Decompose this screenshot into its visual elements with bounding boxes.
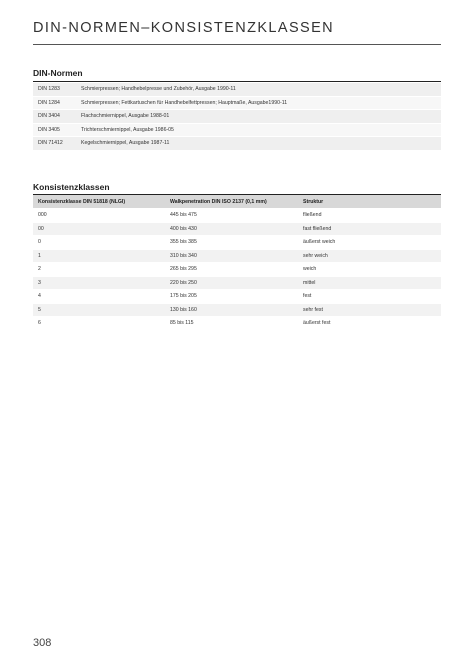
cell-walkpenetration: 85 bis 115: [165, 317, 298, 331]
table-row: [33, 276, 441, 290]
title-divider: [33, 44, 441, 45]
column-header-konsistenzklasse: Konsistenzklasse DIN 51818 (NLGI): [33, 195, 165, 209]
cell-klasse: 4: [33, 290, 165, 304]
column-header-struktur: Struktur: [298, 195, 441, 209]
cell-struktur: fast fließend: [298, 222, 441, 236]
table-row: [33, 209, 441, 223]
din-description: Schmierpressen; Handhebelpresse und Zubehör, Ausgabe 1990-11: [76, 83, 441, 96]
table-row: [33, 236, 441, 250]
table-row: [33, 110, 441, 124]
konsistenz-section-heading: Konsistenzklassen: [33, 182, 110, 192]
cell-struktur: sehr fest: [298, 303, 441, 317]
table-row: [33, 249, 441, 263]
din-section-heading: DIN-Normen: [33, 68, 83, 78]
table-row: [33, 123, 441, 137]
cell-klasse: 000: [33, 209, 165, 223]
table-row: [33, 83, 441, 96]
cell-walkpenetration: 400 bis 430: [165, 222, 298, 236]
din-code: DIN 71412: [33, 137, 76, 151]
cell-klasse: 5: [33, 303, 165, 317]
din-code: DIN 1283: [33, 83, 76, 96]
cell-klasse: 1: [33, 249, 165, 263]
table-row: [33, 222, 441, 236]
table-row: [33, 263, 441, 277]
din-section-rule: [33, 81, 441, 82]
table-row: [33, 303, 441, 317]
din-code: DIN 3404: [33, 110, 76, 124]
cell-struktur: fließend: [298, 209, 441, 223]
cell-klasse: 3: [33, 276, 165, 290]
table-header-row: [33, 195, 441, 209]
din-description: Flachschmiernippel, Ausgabe 1988-01: [76, 110, 441, 124]
cell-klasse: 2: [33, 263, 165, 277]
cell-klasse: 00: [33, 222, 165, 236]
cell-walkpenetration: 310 bis 340: [165, 249, 298, 263]
cell-struktur: äußerst weich: [298, 236, 441, 250]
cell-walkpenetration: 220 bis 250: [165, 276, 298, 290]
din-code: DIN 3405: [33, 123, 76, 137]
column-header-walkpenetration: Walkpenetration DIN ISO 2137 (0,1 mm): [165, 195, 298, 209]
table-row: [33, 290, 441, 304]
konsistenz-table: [33, 195, 441, 331]
cell-struktur: sehr weich: [298, 249, 441, 263]
cell-walkpenetration: 175 bis 205: [165, 290, 298, 304]
din-code: DIN 1284: [33, 96, 76, 110]
cell-walkpenetration: 265 bis 295: [165, 263, 298, 277]
cell-walkpenetration: 445 bis 475: [165, 209, 298, 223]
din-description: Trichterschmiernippel, Ausgabe 1986-05: [76, 123, 441, 137]
page-title: DIN-NORMEN–KONSISTENZKLASSEN: [33, 20, 335, 36]
cell-struktur: äußerst fest: [298, 317, 441, 331]
cell-struktur: fest: [298, 290, 441, 304]
page-number: 308: [33, 637, 52, 649]
table-row: [33, 96, 441, 110]
table-row: [33, 317, 441, 331]
din-description: Schmierpressen; Fettkartuschen für Handhebelfettpressen; Hauptmaße, Ausgabe1990-11: [76, 96, 441, 110]
cell-walkpenetration: 355 bis 385: [165, 236, 298, 250]
cell-klasse: 6: [33, 317, 165, 331]
cell-struktur: weich: [298, 263, 441, 277]
cell-walkpenetration: 130 bis 160: [165, 303, 298, 317]
din-table: [33, 83, 441, 151]
cell-klasse: 0: [33, 236, 165, 250]
cell-struktur: mittel: [298, 276, 441, 290]
din-description: Kegelschmiernippel, Ausgabe 1987-11: [76, 137, 441, 151]
table-row: [33, 137, 441, 151]
